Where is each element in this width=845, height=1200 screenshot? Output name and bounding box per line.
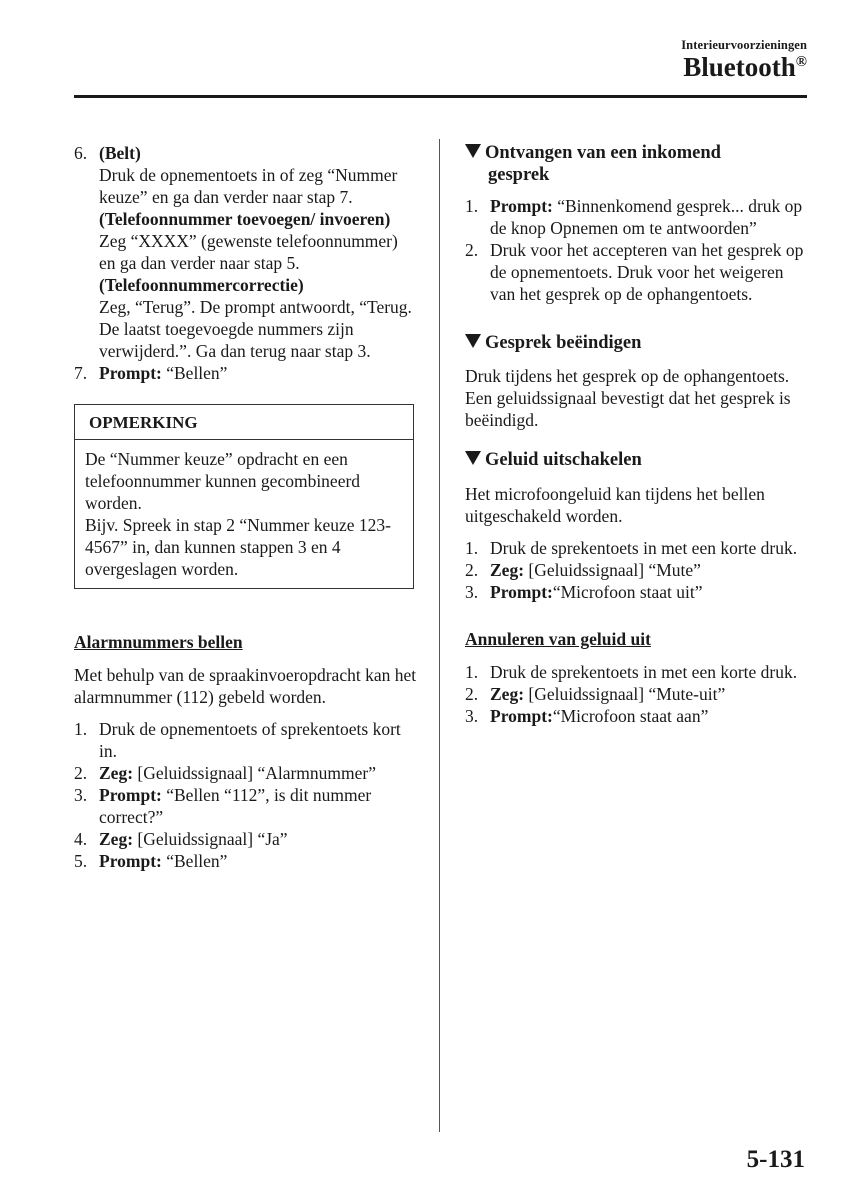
incoming-heading	[465, 142, 810, 186]
step-text: Druk de sprekentoets in met een korte druk.	[490, 538, 798, 558]
list-item	[74, 362, 417, 384]
alarm-heading: Alarmnummers bellen	[74, 632, 243, 652]
step-text: Druk de sprekentoets in met een korte druk.	[490, 662, 798, 682]
option-text: Zeg, “Terug”. De prompt antwoordt, “Terug. De laatst toegevoegde nummers zijn verwijderd.”. Ga dan terug naar stap 3.	[99, 297, 412, 361]
option-heading: (Telefoonnummercorrectie)	[99, 275, 304, 295]
incoming-steps	[465, 195, 810, 305]
step-number: 3.	[465, 582, 479, 602]
step-number: 6.	[74, 143, 88, 163]
step-label: Zeg:	[490, 684, 525, 704]
list-item	[74, 850, 417, 872]
step-label: Prompt:	[490, 582, 553, 602]
registered-mark: ®	[795, 54, 807, 70]
step-number: 7.	[74, 363, 88, 383]
step-text: [Geluidssignaal] “Ja”	[133, 829, 288, 849]
end-call-heading-text: Gesprek beëindigen	[485, 333, 642, 353]
option-text: Zeg “XXXX” (gewenste telefoonnummer) en ga dan verder naar stap 5.	[99, 231, 398, 273]
step-text: “Bellen “112”, is dit nummer correct?”	[99, 785, 372, 827]
list-item	[465, 239, 810, 305]
section-label: Interieurvoorzieningen	[681, 38, 807, 52]
end-call-heading	[465, 332, 810, 354]
step-number: 1.	[465, 538, 479, 558]
triangle-down-icon	[465, 334, 481, 348]
triangle-down-icon	[465, 144, 481, 158]
note-body	[75, 440, 413, 588]
column-divider	[439, 139, 440, 1132]
option-heading: (Belt)	[99, 143, 141, 163]
incoming-heading-line: gesprek	[488, 165, 550, 185]
step-text: [Geluidssignaal] “Mute-uit”	[524, 684, 726, 704]
note-box	[74, 404, 414, 589]
step-number: 3.	[74, 785, 88, 805]
note-line: Bijv. Spreek in stap 2 “Nummer keuze 123-4567” in, dan kunnen stappen 3 en 4 overgeslagen worden.	[85, 515, 392, 579]
step-label: Prompt:	[99, 785, 162, 805]
step-label: Prompt:	[99, 363, 162, 383]
continued-steps	[74, 142, 417, 384]
option-text: Druk de opnementoets in of zeg “Nummer keuze” en ga dan verder naar stap 7.	[99, 165, 398, 207]
mute-steps	[465, 537, 810, 603]
incoming-heading-line: Ontvangen van een inkomend	[485, 143, 721, 163]
step-number: 2.	[465, 240, 479, 260]
step-text: Druk voor het accepteren van het gesprek op de opnementoets. Druk voor het weigeren van het gesprek op de ophangentoets.	[490, 240, 804, 304]
triangle-down-icon	[465, 451, 481, 465]
mute-text: Het microfoongeluid kan tijdens het bellen uitgeschakeld worden.	[465, 484, 765, 526]
list-item	[465, 559, 810, 581]
step-number: 4.	[74, 829, 88, 849]
step-number: 2.	[465, 684, 479, 704]
page-number: 5-131	[746, 1146, 805, 1173]
end-call-text: Druk tijdens het gesprek op de ophangentoets. Een geluidssignaal bevestigt dat het gesprek is beëindigd.	[465, 366, 791, 430]
page-title-text: Bluetooth	[683, 52, 796, 82]
mute-heading	[465, 449, 810, 471]
step-label: Zeg:	[490, 560, 525, 580]
step-text: [Geluidssignaal] “Mute”	[524, 560, 701, 580]
step-number: 2.	[74, 763, 88, 783]
list-item	[465, 581, 810, 603]
unmute-steps	[465, 661, 810, 727]
list-item	[465, 683, 810, 705]
step-text: “Bellen”	[161, 851, 228, 871]
list-item	[465, 195, 810, 239]
list-item	[74, 762, 417, 784]
header-rule	[74, 95, 807, 98]
step-label: Zeg:	[99, 829, 134, 849]
note-line: De “Nummer keuze” opdracht en een telefoonnummer kunnen gecombineerd worden.	[85, 449, 361, 513]
list-item	[74, 142, 417, 362]
step-label: Prompt:	[490, 196, 553, 216]
list-item	[465, 537, 810, 559]
note-heading: OPMERKING	[75, 405, 413, 440]
step-number: 5.	[74, 851, 88, 871]
step-number: 1.	[465, 196, 479, 216]
list-item	[465, 705, 810, 727]
page-title	[683, 52, 807, 83]
alarm-steps	[74, 718, 417, 872]
list-item	[74, 828, 417, 850]
step-text: Druk de opnementoets of sprekentoets kort in.	[99, 719, 401, 761]
step-label: Prompt:	[490, 706, 553, 726]
left-column	[74, 142, 417, 872]
right-column	[465, 142, 810, 727]
mute-heading-text: Geluid uitschakelen	[485, 450, 642, 470]
alarm-intro: Met behulp van de spraakinvoeropdracht kan het alarmnummer (112) gebeld worden.	[74, 665, 417, 707]
step-number: 3.	[465, 706, 479, 726]
list-item	[74, 718, 417, 762]
step-number: 2.	[465, 560, 479, 580]
step-label: Prompt:	[99, 851, 162, 871]
option-heading: (Telefoonnummer toevoegen/ invoeren)	[99, 209, 391, 229]
step-text: “Microfoon staat aan”	[552, 706, 709, 726]
step-text: “Bellen”	[161, 363, 228, 383]
list-item	[74, 784, 417, 828]
step-number: 1.	[465, 662, 479, 682]
step-text: “Microfoon staat uit”	[552, 582, 703, 602]
list-item	[465, 661, 810, 683]
unmute-heading: Annuleren van geluid uit	[465, 629, 651, 649]
step-text: [Geluidssignaal] “Alarmnummer”	[133, 763, 377, 783]
step-label: Zeg:	[99, 763, 134, 783]
step-number: 1.	[74, 719, 88, 739]
step-text: “Binnenkomend gesprek... druk op de knop Opnemen om te antwoorden”	[490, 196, 803, 238]
